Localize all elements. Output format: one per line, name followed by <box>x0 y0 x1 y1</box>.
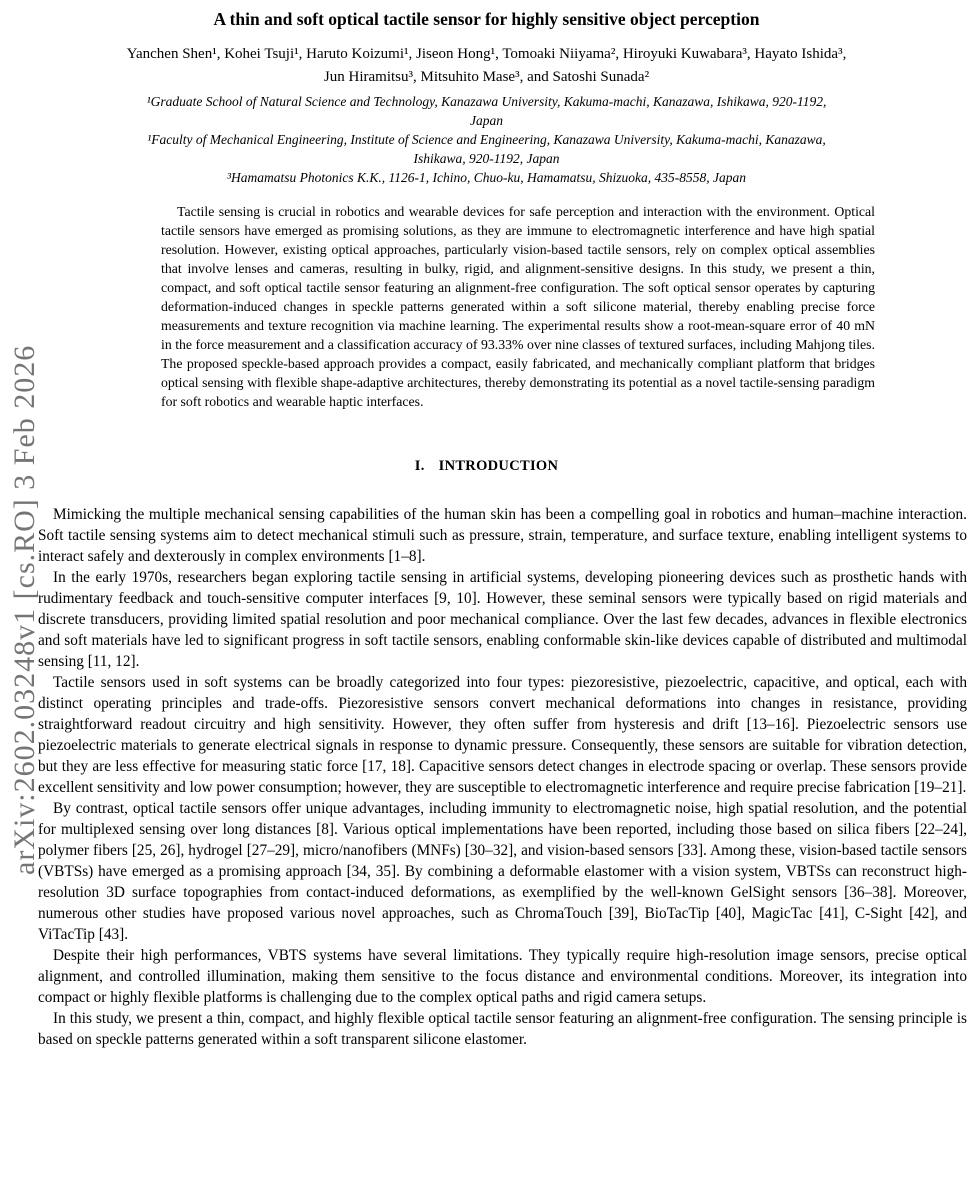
affiliation-1: ¹Graduate School of Natural Science and Technology, Kanazawa University, Kakuma-machi, Kanazawa, Ishikawa, 920-1192, Japan <box>146 94 827 128</box>
arxiv-watermark: arXiv:2602.03248v1 [cs.RO] 3 Feb 2026 <box>8 344 41 876</box>
paragraph-4: By contrast, optical tactile sensors offer unique advantages, including immunity to electromagnetic noise, high spatial resolution, and the potential for multiplexed sensing over long distances [8]. Various optical implementations have been reported, including those based on silica fibers [22–24], polymer fibers [25, 26], hydrogel [27–29], micro/nanofibers (MNFs) [30–32], and vision-based sensors [33]. Among these, vision-based tactile sensors (VBTSs) have emerged as a promising approach [34, 35]. By combining a deformable elastomer with a vision system, VBTSs can reconstruct high-resolution 3D surface topographies from contact-induced deformations, as exemplified by the well-known GelSight sensors [36–38]. Moreover, numerous other studies have proposed various novel approaches, such as ChromaTouch [39], BioTacTip [40], MagicTac [41], C-Sight [42], and ViTacTip [43]. <box>38 800 967 943</box>
paragraph-5: Despite their high performances, VBTS systems have several limitations. They typically require high-resolution image sensors, precise optical alignment, and controlled illumination, making them sensitive to the focus distance and environmental conditions. Moreover, its integration into compact or highly flexible platforms is challenging due to the complex optical paths and rigid camera setups. <box>38 947 967 1006</box>
paper-title: A thin and soft optical tactile sensor for highly sensitive object perception <box>213 9 760 29</box>
section-heading-introduction <box>0 458 973 475</box>
abstract: Tactile sensing is crucial in robotics and wearable devices for safe perception and interaction with the environment. Optical tactile sensors have emerged as promising solutions, as they are immune to electromagnetic interference and have high spatial resolution. However, existing optical approaches, particularly vision-based tactile sensors, rely on complex optical assemblies that involve lenses and cameras, resulting in bulky, rigid, and alignment-sensitive designs. In this study, we present a thin, compact, and soft optical tactile sensor featuring an alignment-free configuration. The soft optical sensor operates by capturing deformation-induced changes in speckle patterns generated within a soft silicone material, thereby enabling precise force measurements and texture recognition via machine learning. The experimental results show a root-mean-square error of 40 mN in the force measurement and a classification accuracy of 93.33% over nine classes of textured surfaces, including Mahjong tiles. The proposed speckle-based approach provides a compact, easily fabricated, and mechanically compliant platform that bridges optical sensing with flexible shape-adaptive architectures, thereby demonstrating its potential as a novel tactile-sensing paradigm for soft robotics and wearable haptic interfaces. <box>161 204 875 409</box>
paragraph-6: In this study, we present a thin, compact, and highly flexible optical tactile sensor featuring an alignment-free configuration. The sensing principle is based on speckle patterns generated within a soft transparent silicone elastomer. <box>38 1010 967 1048</box>
section-number: I. <box>414 458 425 474</box>
paragraph-3: Tactile sensors used in soft systems can be broadly categorized into four types: piezoresistive, piezoelectric, capacitive, and optical, each with distinct operating principles and trade-offs. Piezoresistive sensors convert mechanical deformations into changes in resistance, providing straightforward readout circuitry and high sensitivity. However, they often suffer from hysteresis and drift [13–16]. Piezoelectric sensors use piezoelectric materials to generate electrical signals in response to dynamic pressure. Consequently, these sensors are suitable for vibration detection, but they are less effective for measuring static force [17, 18]. Capacitive sensors detect changes in electrode spacing or overlap. These sensors provide excellent sensitivity and low power consumption; however, they are susceptible to electromagnetic interference and require precise fabrication [19–21]. <box>38 674 967 796</box>
paragraph-1: Mimicking the multiple mechanical sensing capabilities of the human skin has been a compelling goal in robotics and human–machine interaction. Soft tactile sensing systems aim to detect mechanical stimuli such as pressure, strain, temperature, and surface texture, enabling intelligent systems to interact safely and dexterously in complex environments [1–8]. <box>38 506 967 565</box>
affiliation-3: ³Hamamatsu Photonics K.K., 1126-1, Ichino, Chuo-ku, Hamamatsu, Shizuoka, 435-8558, Japan <box>226 170 746 185</box>
introduction-body <box>38 504 967 1050</box>
affiliation-2: ¹Faculty of Mechanical Engineering, Institute of Science and Engineering, Kanazawa University, Kakuma-machi, Kanazawa, Ishikawa, 920-1192, Japan <box>147 132 826 166</box>
affiliation-block <box>0 92 973 187</box>
author-list: Yanchen Shen¹, Kohei Tsuji¹, Haruto Koizumi¹, Jiseon Hong¹, Tomoaki Niiyama², Hiroyuki Kuwabara³, Hayato Ishida³, Jun Hiramitsu³, Mitsuhito Mase³, and Satoshi Sunada² <box>126 46 847 85</box>
paragraph-2: In the early 1970s, researchers began exploring tactile sensing in artificial systems, developing pioneering devices such as prosthetic hands with rudimentary feedback and touch-sensitive computer interfaces [9, 10]. However, these seminal sensors were typically based on rigid materials and discrete transducers, providing limited spatial resolution and poor mechanical compliance. Over the last few decades, advances in flexible electronics and soft materials have led to significant progress in soft tactile sensors, enabling conformable skin-like devices capable of distributed and multimodal sensing [11, 12]. <box>38 569 967 670</box>
section-title: INTRODUCTION <box>438 458 559 474</box>
paper-content <box>0 8 973 1050</box>
